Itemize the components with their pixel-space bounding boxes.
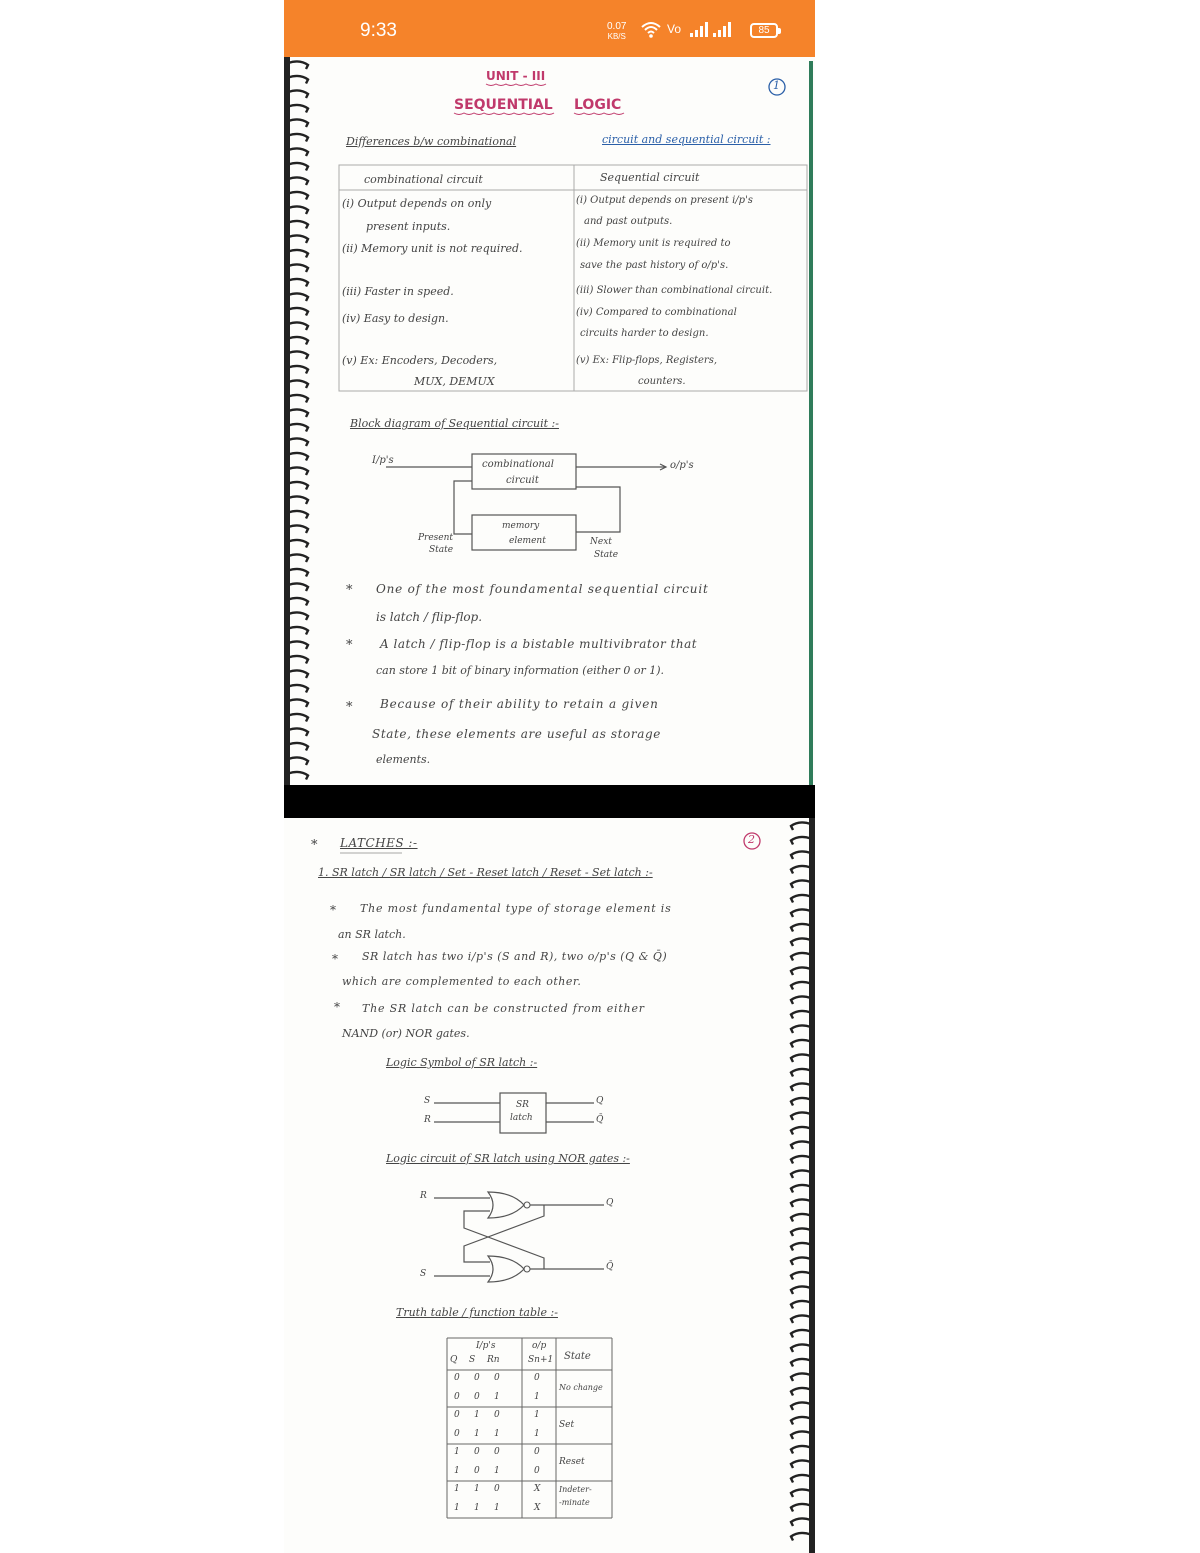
block-next-label-1: Next (590, 537, 612, 547)
truth-table-cell: 0 (454, 1410, 460, 1420)
page-number: 1 (773, 79, 780, 92)
signal-icon-2 (712, 22, 732, 38)
block-present-label-1: Present (418, 533, 454, 543)
block-comb-label-1: combinational (482, 459, 554, 470)
truth-table-cell: 1 (454, 1447, 460, 1457)
phone-screen (284, 0, 815, 1553)
bullet-text: NAND (or) NOR gates. (342, 1027, 470, 1040)
sr-latch-heading: 1. SR latch / SR latch / Set - Reset latch / Reset - Set latch :- (318, 866, 653, 879)
truth-table-cell: 1 (474, 1502, 480, 1513)
seq-row: (iv) Compared to combinational (576, 307, 737, 318)
block-memory-label-1: memory (502, 521, 540, 531)
seq-row: (ii) Memory unit is required to (576, 238, 731, 249)
battery-icon: 85 (750, 23, 778, 38)
truth-table-cell: 0 (494, 1447, 500, 1457)
comb-row: present inputs. (366, 220, 451, 233)
comb-row: MUX, DEMUX (414, 375, 495, 388)
block-input-label: I/p's (372, 455, 394, 466)
truth-table-group-inputs: I/p's (476, 1341, 496, 1351)
truth-table-cell: 1 (494, 1465, 500, 1476)
table-header-combinational: combinational circuit (364, 173, 483, 186)
circuit-r-label: R (420, 1191, 427, 1201)
symbol-qbar-label: Q̄ (596, 1115, 604, 1125)
truth-table-cell: X (534, 1484, 541, 1494)
bullet-text: One of the most foundamental sequential circuit (376, 582, 709, 596)
seq-row: and past outputs. (584, 216, 673, 227)
svg-text:*: * (346, 638, 353, 653)
truth-table-cell: 0 (474, 1373, 480, 1383)
differences-heading: Differences b/w combinational (346, 135, 517, 148)
truth-table-cell: 0 (534, 1465, 540, 1476)
circuit-q-label: Q (606, 1198, 614, 1208)
network-speed (607, 22, 626, 42)
truth-table-state: Set (559, 1419, 575, 1430)
bullet-text: The SR latch can be constructed from either (362, 1002, 645, 1015)
seq-row: save the past history of o/p's. (580, 260, 729, 271)
truth-table-cell: 0 (534, 1447, 540, 1457)
seq-row: circuits harder to design. (580, 328, 709, 339)
block-output-label: o/p's (670, 460, 694, 471)
truth-table-state: No change (559, 1382, 603, 1392)
truth-table-cell: 1 (454, 1502, 460, 1513)
volte-icon: Vo (667, 22, 682, 36)
symbol-q-label: Q (596, 1096, 604, 1106)
block-diagram-heading: Block diagram of Sequential circuit :- (350, 417, 559, 430)
svg-text:*: * (334, 1000, 340, 1014)
truth-table-header: Rn (487, 1355, 500, 1365)
block-memory-label-2: element (509, 536, 546, 546)
differences-heading-cont: circuit and sequential circuit : (602, 133, 771, 146)
truth-table-state: Indeter- (559, 1485, 592, 1494)
bullet-text: elements. (376, 753, 431, 766)
truth-table-cell: 1 (534, 1428, 540, 1439)
svg-text:*: * (332, 952, 338, 966)
comb-row: (i) Output depends on only (342, 197, 492, 210)
comb-row: (v) Ex: Encoders, Decoders, (342, 354, 498, 367)
truth-table-cell: 1 (454, 1484, 460, 1494)
symbol-box-label-1: SR (516, 1100, 529, 1110)
truth-table-cell: 0 (454, 1373, 460, 1383)
svg-text:*: * (346, 700, 353, 715)
comb-row: (iv) Easy to design. (342, 312, 449, 325)
symbol-s-label: S (424, 1096, 431, 1106)
svg-text:*: * (311, 838, 318, 853)
svg-text:*: * (346, 583, 353, 598)
signal-icon (689, 22, 709, 38)
circuit-s-label: S (420, 1269, 427, 1279)
truth-table-cell: 1 (494, 1502, 500, 1513)
seq-row: (i) Output depends on present i/p's (576, 195, 753, 206)
seq-row: (v) Ex: Flip-flops, Registers, (576, 355, 718, 366)
bullet-text: can store 1 bit of binary information (either 0 or 1). (376, 664, 665, 677)
bullet-text: The most fundamental type of storage element is (360, 902, 672, 915)
bullet-text: which are complemented to each other. (342, 975, 582, 988)
truth-table-header: Q (450, 1355, 458, 1365)
page-gap (284, 785, 815, 818)
truth-table-header: State (564, 1351, 591, 1362)
truth-table-header: Sn+1 (528, 1355, 554, 1365)
symbol-box-label-2: latch (510, 1113, 533, 1123)
truth-table-cell: X (534, 1502, 541, 1513)
bullet-text: State, these elements are useful as storage (372, 727, 661, 741)
truth-table-cell: 0 (494, 1410, 500, 1420)
bullet-text: an SR latch. (338, 928, 406, 941)
page-number: 2 (748, 833, 755, 846)
truth-table-cell: 0 (474, 1391, 480, 1402)
truth-table-heading: Truth table / function table :- (396, 1306, 558, 1319)
block-present-label-2: State (429, 545, 454, 555)
table-header-sequential: Sequential circuit (600, 171, 700, 184)
truth-table-header: S (469, 1355, 476, 1365)
comb-row: (iii) Faster in speed. (342, 285, 454, 298)
seq-row: counters. (638, 376, 686, 387)
truth-table-cell: 1 (494, 1428, 500, 1439)
truth-table-cell: 1 (474, 1410, 480, 1420)
block-next-label-2: State (594, 550, 619, 560)
bullet-text: A latch / flip-flop is a bistable multivibrator that (380, 637, 698, 651)
truth-table-cell: 0 (474, 1465, 480, 1476)
symbol-r-label: R (424, 1115, 431, 1125)
truth-table-cell: 0 (454, 1391, 460, 1402)
truth-table-state: Reset (559, 1456, 585, 1467)
latches-heading: LATCHES :- (340, 836, 418, 850)
svg-text:*: * (330, 903, 336, 917)
truth-table-cell: 0 (494, 1373, 500, 1383)
truth-table-cell: 1 (454, 1465, 460, 1476)
block-comb-label-2: circuit (506, 475, 539, 486)
bullet-text: is latch / flip-flop. (376, 610, 483, 624)
bullet-text: SR latch has two i/p's (S and R), two o/p's (Q & Q̄) (362, 950, 668, 963)
truth-table-group-output: o/p (532, 1341, 547, 1351)
notebook-page-2 (284, 818, 815, 1553)
network-speed-unit: KB/S (607, 32, 626, 41)
truth-table-cell: 1 (474, 1428, 480, 1439)
unit-heading: UNIT - III (486, 69, 546, 83)
network-speed-value: 0.07 (607, 21, 627, 32)
wifi-icon (641, 21, 661, 39)
truth-table-state: -minate (559, 1498, 590, 1507)
truth-table-cell: 1 (534, 1410, 540, 1420)
page-title-logic: LOGIC (574, 97, 622, 113)
truth-table-cell: 1 (534, 1391, 540, 1402)
seq-row: (iii) Slower than combinational circuit. (576, 285, 773, 296)
logic-symbol-heading: Logic Symbol of SR latch :- (386, 1056, 538, 1069)
status-clock: 9:33 (360, 20, 397, 41)
status-bar (284, 0, 815, 57)
circuit-qbar-label: Q̄ (606, 1262, 614, 1272)
truth-table-cell: 0 (494, 1484, 500, 1494)
notebook-page-1 (284, 57, 815, 785)
comb-row: (ii) Memory unit is not required. (342, 242, 523, 255)
truth-table-cell: 0 (474, 1447, 480, 1457)
truth-table-cell: 1 (474, 1484, 480, 1494)
truth-table-cell: 0 (534, 1373, 540, 1383)
bullet-text: Because of their ability to retain a given (380, 697, 659, 711)
truth-table-cell: 0 (454, 1428, 460, 1439)
page-title-sequential: SEQUENTIAL (454, 97, 553, 113)
truth-table-cell: 1 (494, 1391, 500, 1402)
logic-circuit-heading: Logic circuit of SR latch using NOR gates :- (386, 1152, 630, 1165)
